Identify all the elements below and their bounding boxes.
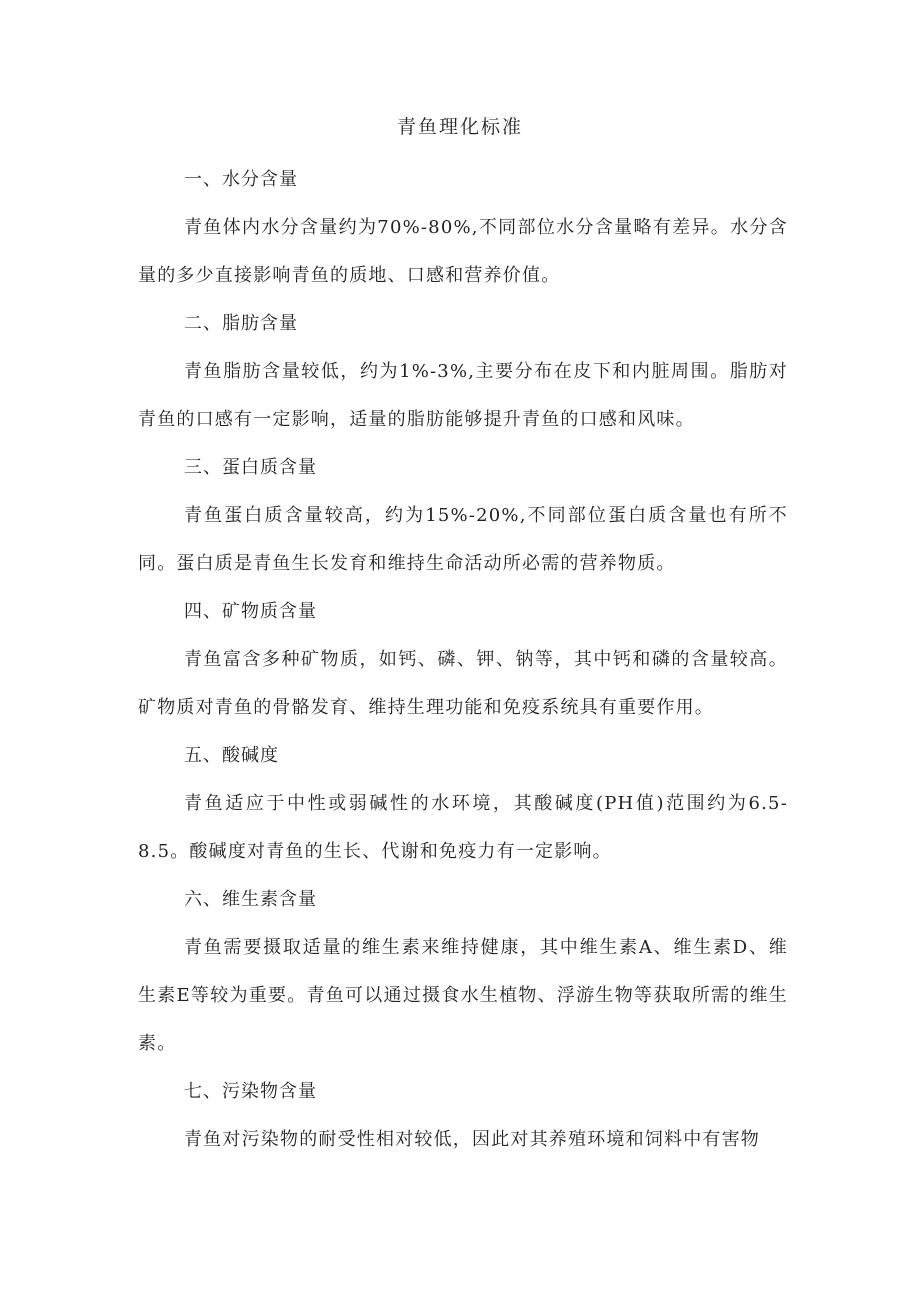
section-body-ph: 青鱼适应于中性或弱碱性的水环境，其酸碱度(PH值)范围约为6.5-8.5。酸碱度对青鱼的生长、代谢和免疫力有一定影响。 (138, 793, 788, 862)
section-body-fat: 青鱼脂肪含量较低，约为1%-3%,主要分布在皮下和内脏周围。脂肪对青鱼的口感有一定影响，适量的脂肪能够提升青鱼的口感和风味。 (138, 361, 788, 430)
page-title: 青鱼理化标准 (396, 116, 523, 138)
document-body (138, 156, 788, 1164)
section-body-protein: 青鱼蛋白质含量较高，约为15%-20%,不同部位蛋白质含量也有所不同。蛋白质是青鱼生长发育和维持生命活动所必需的营养物质。 (138, 505, 788, 574)
section-body-pollutants: 青鱼对污染物的耐受性相对较低，因此对其养殖环境和饲料中有害物 (184, 1129, 760, 1150)
section-heading-water: 一、水分含量 (184, 169, 298, 190)
section-heading-fat: 二、脂肪含量 (184, 313, 298, 334)
section-body-water: 青鱼体内水分含量约为70%-80%,不同部位水分含量略有差异。水分含量的多少直接影响青鱼的质地、口感和营养价值。 (138, 217, 788, 286)
section-heading-ph: 五、酸碱度 (184, 745, 279, 766)
section-heading-minerals: 四、矿物质含量 (184, 601, 317, 622)
section-heading-pollutants: 七、污染物含量 (184, 1081, 317, 1102)
section-heading-protein: 三、蛋白质含量 (184, 457, 317, 478)
section-body-minerals: 青鱼富含多种矿物质，如钙、磷、钾、钠等，其中钙和磷的含量较高。矿物质对青鱼的骨骼发育、维持生理功能和免疫系统具有重要作用。 (138, 649, 788, 718)
section-body-vitamins: 青鱼需要摄取适量的维生素来维持健康，其中维生素A、维生素D、维生素E等较为重要。青鱼可以通过摄食水生植物、浮游生物等获取所需的维生素。 (138, 937, 788, 1054)
section-heading-vitamins: 六、维生素含量 (184, 889, 317, 910)
